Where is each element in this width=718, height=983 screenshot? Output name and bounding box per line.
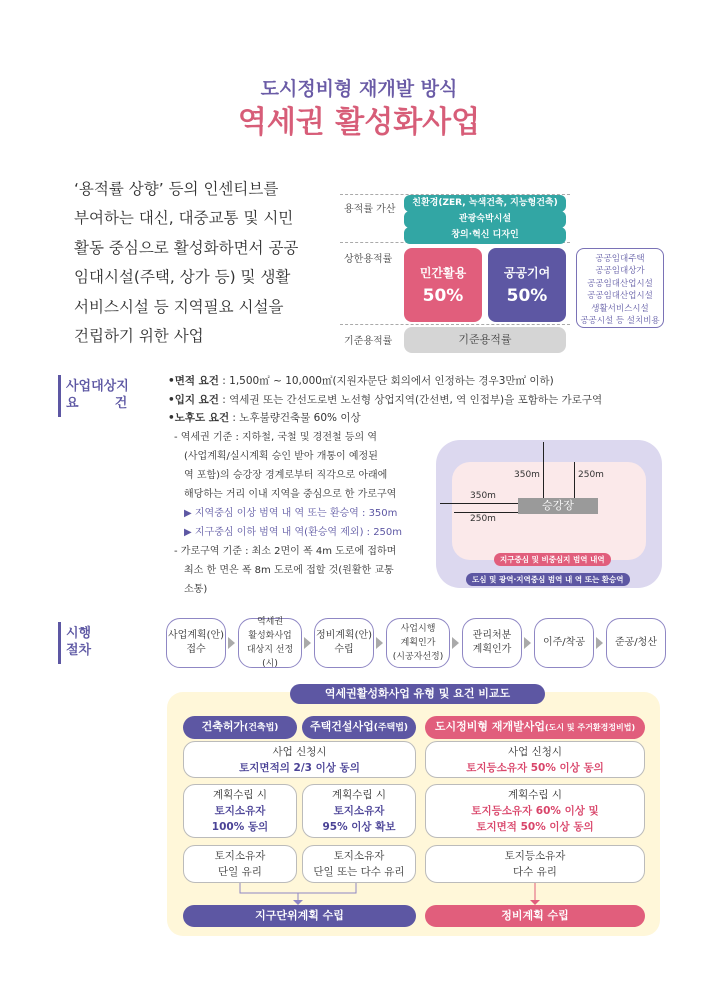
criteria-line: ▶ 지역중심 이상 범역 내 역 또는 환승역 : 350m xyxy=(184,508,398,519)
procedure-step-label: 준공/청산 xyxy=(614,637,657,648)
procedure-step xyxy=(386,618,450,668)
cell-r1-left xyxy=(183,741,416,778)
divider xyxy=(340,324,570,325)
far-diagram xyxy=(340,190,670,360)
station-criteria xyxy=(174,428,424,599)
age-requirement xyxy=(168,409,688,428)
procedure-step xyxy=(166,618,226,668)
col-label-small: (주택법) xyxy=(373,723,409,733)
inner-area-label: 지구중심 및 비중심지 범역 내역 xyxy=(494,553,611,566)
cell-text-strong: 토지면적 50% 이상 동의 xyxy=(476,821,594,833)
col-label: 건축허가 xyxy=(201,720,245,733)
requirements-title-line: 사업대상지 xyxy=(66,379,129,394)
cell-text: 토지등소유자 xyxy=(504,850,566,862)
cell-text: 단일 유리 xyxy=(218,866,262,878)
dim-line xyxy=(454,512,518,513)
procedure-arrow xyxy=(376,637,383,649)
cell-text-strong: 토지면적의 2/3 이상 동의 xyxy=(239,761,360,774)
location-requirement xyxy=(168,391,688,410)
cell-text: 토지소유자 xyxy=(214,850,266,862)
col-label: 도시정비형 재개발사업 xyxy=(434,720,545,733)
cell-text-strong: 100% 동의 xyxy=(211,821,269,833)
bonus-item: 창의·혁신 디자인 xyxy=(404,227,566,244)
upper-far-label: 상한용적률 xyxy=(344,254,393,265)
intro-line: 임대시설(주택, 상가 등) 및 생활 xyxy=(74,268,291,287)
dim-label: 350m xyxy=(470,491,496,501)
cell-r3-c2 xyxy=(302,845,416,883)
dim-label: 350m xyxy=(514,470,540,480)
cell-text-strong: 토지등소유자 60% 이상 및 xyxy=(471,805,599,817)
bonus-far-label: 용적률 가산 xyxy=(344,204,396,215)
compare-title: 역세권활성화사업 유형 및 요건 비교도 xyxy=(290,684,545,704)
merge-arrow xyxy=(240,883,356,901)
procedure-step-label: 정비계획(안) 수립 xyxy=(315,630,373,655)
intro-line: 부여하는 대신, 대중교통 및 시민 xyxy=(74,209,294,228)
requirements-title xyxy=(66,378,129,412)
outer-area-label: 도심 및 광역·지역중심 범역 내 역 또는 환승역 xyxy=(466,573,630,586)
area-key: •면적 요건 xyxy=(168,375,219,387)
result-maintenance-plan: 정비계획 수립 xyxy=(425,905,645,927)
age-value: : 노후불량건축물 60% 이상 xyxy=(229,412,361,424)
private-use-value: 50% xyxy=(422,286,464,306)
procedure-step-label: 관리처분 계획인가 xyxy=(472,630,512,655)
col-housing-project xyxy=(302,716,416,739)
procedure-title xyxy=(66,625,91,659)
procedure-step-label: 사업계획(안) 접수 xyxy=(167,630,225,655)
cell-text: 사업 신청시 xyxy=(272,745,327,758)
cell-r2-c1 xyxy=(183,784,297,838)
platform: 승강장 xyxy=(518,498,598,514)
intro-text xyxy=(74,175,354,351)
note-item: 공공시설 등 설치비용 xyxy=(580,316,660,327)
cell-text: 계획수립 시 xyxy=(331,789,387,801)
note-item: 공공임대상가 xyxy=(595,266,645,277)
intro-line: 활동 중심으로 활성화하면서 공공 xyxy=(74,238,299,257)
dim-line xyxy=(574,462,575,498)
note-item: 공공임대산업시설 xyxy=(587,278,653,289)
dim-line xyxy=(440,503,518,504)
intro-line: ‘용적률 상향’ 등의 인센티브를 xyxy=(74,180,279,198)
requirements-title-line: 요 건 xyxy=(66,396,128,411)
criteria-line: ▶ 지구중심 이하 범역 내 역(환승역 제외) : 250m xyxy=(184,527,403,538)
procedure-arrow xyxy=(228,637,235,649)
dim-label: 250m xyxy=(470,514,496,524)
procedure-step-label: 사업시행 계획인가 (시공자선정) xyxy=(392,624,444,662)
cell-text: 계획수립 시 xyxy=(212,789,268,801)
col-building-permit xyxy=(183,716,297,739)
cell-text: 사업 신청시 xyxy=(507,745,563,758)
area-requirement xyxy=(168,372,688,391)
cell-r1-right xyxy=(425,741,645,778)
bonus-item: 친환경(ZER, 녹색건축, 지능형건축) xyxy=(404,195,566,212)
cell-text: 단일 또는 다수 유리 xyxy=(313,866,405,878)
procedure-arrow xyxy=(304,637,311,649)
base-far-label: 기준용적률 xyxy=(344,336,393,347)
col-label-small: (도시 및 주거환경정비법) xyxy=(544,723,636,732)
cell-text-strong: 95% 이상 확보 xyxy=(322,821,396,833)
result-district-plan: 지구단위계획 수립 xyxy=(183,905,416,927)
procedure-title-line: 절차 xyxy=(66,643,92,658)
criteria-line: - 가로구역 기준 : 최소 2면이 폭 4m 도로에 접하며 xyxy=(174,546,397,557)
cell-text: 다수 유리 xyxy=(513,866,557,878)
procedure-step xyxy=(606,618,666,668)
page-title: 역세권 활성화사업 xyxy=(237,105,481,140)
criteria-line: 해당하는 거리 이내 지역을 중심으로 한 가로구역 xyxy=(184,489,397,500)
procedure-step xyxy=(534,618,594,668)
result-arrows xyxy=(183,883,645,905)
note-item: 공공임대산업시설 xyxy=(587,291,653,302)
criteria-line: 소통) xyxy=(184,584,208,595)
criteria-line: - 역세권 기준 : 지하철, 국철 및 경전철 등의 역 xyxy=(174,432,377,443)
public-contribution-box xyxy=(488,248,566,322)
cell-r3-c3 xyxy=(425,845,645,883)
location-key: •입지 요건 xyxy=(168,393,219,406)
procedure-arrow xyxy=(596,637,603,649)
age-key: •노후도 요건 xyxy=(168,412,230,424)
col-redevelopment xyxy=(425,716,645,739)
cell-r3-c1 xyxy=(183,845,297,883)
public-contribution-value: 50% xyxy=(506,286,548,306)
intro-line: 서비스시설 등 지역필요 시설을 xyxy=(74,297,284,316)
procedure-step xyxy=(314,618,374,668)
base-far-box: 기준용적률 xyxy=(404,327,566,353)
procedure-arrow xyxy=(524,637,531,649)
cell-text-strong: 토지소유자 xyxy=(214,805,266,817)
procedure-step xyxy=(238,618,302,668)
criteria-line: 역 포함)의 승강장 경계로부터 직각으로 아래에 xyxy=(184,470,388,481)
cell-text-strong: 토지소유자 xyxy=(333,805,385,817)
private-use-box xyxy=(404,248,482,322)
area-value: : 1,500㎡ ~ 10,000㎡(지원자문단 회의에서 인정하는 경우3만㎡ 이하) xyxy=(218,375,554,387)
note-item: 생활서비스시설 xyxy=(591,303,649,314)
public-contribution-notes xyxy=(576,248,664,328)
procedure-step xyxy=(462,618,522,668)
dim-label: 250m xyxy=(578,470,604,480)
private-use-label: 민간활용 xyxy=(419,266,467,280)
cell-text: 토지소유자 xyxy=(333,850,385,862)
dim-line xyxy=(543,442,544,498)
page-subtitle: 도시정비형 재개발 방식 xyxy=(260,78,458,100)
requirements-list xyxy=(168,372,688,428)
intro-line: 건립하기 위한 사업 xyxy=(74,327,204,346)
cell-text-strong: 토지등소유자 50% 이상 동의 xyxy=(466,761,604,774)
public-contribution-label: 공공기여 xyxy=(503,266,551,280)
cell-r2-c2 xyxy=(302,784,416,838)
location-value: : 역세권 또는 간선도로변 노선형 상업지역(간선변, 역 인접부)을 포함하는 가로구역 xyxy=(218,393,603,406)
procedure-flow xyxy=(166,618,662,668)
cell-text: 계획수립 시 xyxy=(507,789,563,801)
note-item: 공공임대주택 xyxy=(595,254,645,264)
section-bar xyxy=(58,622,61,664)
section-bar xyxy=(58,375,61,417)
procedure-step-label: 이주/착공 xyxy=(542,637,585,648)
col-label-small: (건축법) xyxy=(244,723,279,733)
procedure-step-label: 역세권 활성화사업 대상지 선정(시) xyxy=(246,617,294,669)
criteria-line: 최소 한 면은 폭 8m 도로에 접할 것(원활한 교통 xyxy=(184,565,394,576)
col-label: 주택건설사업 xyxy=(309,720,374,733)
bonus-item: 관광숙박시설 xyxy=(404,211,566,228)
procedure-arrow xyxy=(452,637,459,649)
criteria-line: (사업계획/실시계획 승인 받아 개통이 예정된 xyxy=(184,451,378,462)
procedure-title-line: 시행 xyxy=(66,626,92,641)
cell-r2-c3 xyxy=(425,784,645,838)
